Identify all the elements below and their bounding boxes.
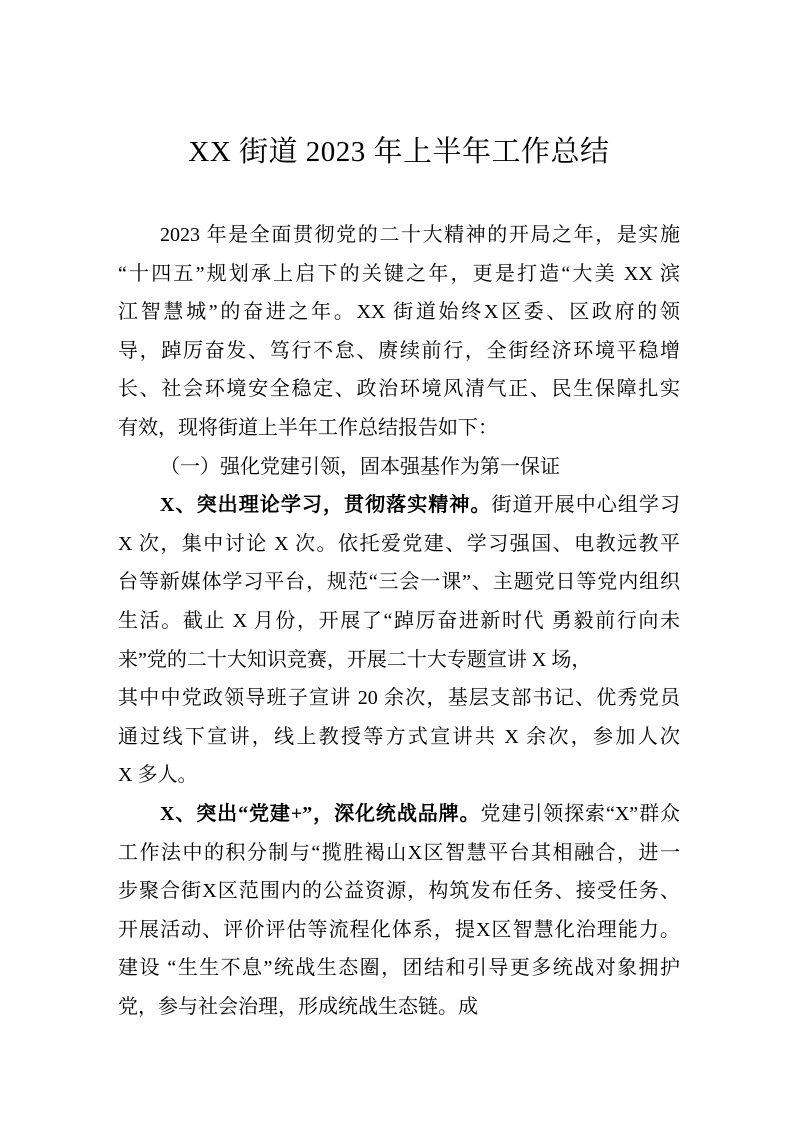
line-text: “十四五”规划承上启下的关键之年，更是打造“大美 XX 滨 xyxy=(118,262,680,285)
text-line xyxy=(118,409,680,448)
text-line xyxy=(118,679,680,718)
line-text: 生活。截止 X 月份，开展了“踔厉奋进新时代 勇毅前行向未 xyxy=(118,609,680,632)
line-text: 长、社会环境安全稳定、政治环境风清气正、民生保障扎实 xyxy=(118,378,680,401)
text-line xyxy=(118,525,680,564)
text-line xyxy=(118,370,680,409)
document xyxy=(118,132,680,1026)
text-line xyxy=(118,911,680,950)
text-line xyxy=(118,255,680,294)
bold-lead-text: X、突出“党建+”，深化统战品牌。 xyxy=(160,802,481,825)
line-text: 有效，现将街道上半年工作总结报告如下： xyxy=(118,416,498,439)
line-text: X 多人。 xyxy=(118,764,198,787)
text-line xyxy=(118,563,680,602)
line-text: 党，参与社会治理，形成统战生态链。成 xyxy=(118,995,478,1018)
text-line xyxy=(118,718,680,757)
text-line xyxy=(118,216,680,255)
line-text: 通过线下宣讲，线上教授等方式宣讲共 X 余次，参加人次 xyxy=(118,725,680,748)
line-text: （一）强化党建引领，固本强基作为第一保证 xyxy=(160,455,560,478)
line-text: 江智慧城”的奋进之年。XX 街道始终X区委、区政府的领 xyxy=(118,301,680,324)
line-text: 建设 “生生不息”统战生态圈，团结和引导更多统战对象拥护 xyxy=(118,957,680,980)
line-text: 党建引领探索“X”群众 xyxy=(480,802,680,825)
line-text: 步聚合街X区范围内的公益资源，构筑发布任务、接受任务、 xyxy=(118,880,680,903)
text-line xyxy=(118,602,680,641)
line-text: 台等新媒体学习平台，规范“三会一课”、主题党日等党内组织 xyxy=(118,571,680,594)
text-line xyxy=(118,448,680,487)
text-line xyxy=(118,834,680,873)
text-line xyxy=(118,293,680,332)
document-title: XX 街道 2023 年上半年工作总结 xyxy=(188,136,610,168)
document-body xyxy=(118,216,680,1026)
line-text: 导，踔厉奋发、笃行不怠、赓续前行，全街经济环境平稳增 xyxy=(118,339,680,362)
bold-lead-text: X、突出理论学习，贯彻落实精神。 xyxy=(160,494,492,517)
text-line xyxy=(118,641,680,680)
text-line xyxy=(118,795,680,834)
line-text: 来”党的二十大知识竞赛，开展二十大专题宣讲 X 场， xyxy=(118,648,592,671)
text-line xyxy=(118,988,680,1027)
text-line xyxy=(118,756,680,795)
text-line xyxy=(118,949,680,988)
line-text: X 次，集中讨论 X 次。依托爱党建、学习强国、电教远教平 xyxy=(118,532,680,555)
line-text: 其中中党政领导班子宣讲 20 余次，基层支部书记、优秀党员 xyxy=(118,687,680,710)
line-text: 街道开展中心组学习 xyxy=(491,494,680,517)
text-line xyxy=(118,872,680,911)
text-line xyxy=(118,332,680,371)
line-text: 工作法中的积分制与“揽胜褐山X区智慧平台其相融合，进一 xyxy=(118,841,680,864)
line-text: 2023 年是全面贯彻党的二十大精神的开局之年，是实施 xyxy=(160,224,680,246)
text-line xyxy=(118,486,680,525)
line-text: 开展活动、评价评估等流程化体系，提X区智慧化治理能力。 xyxy=(118,918,680,941)
